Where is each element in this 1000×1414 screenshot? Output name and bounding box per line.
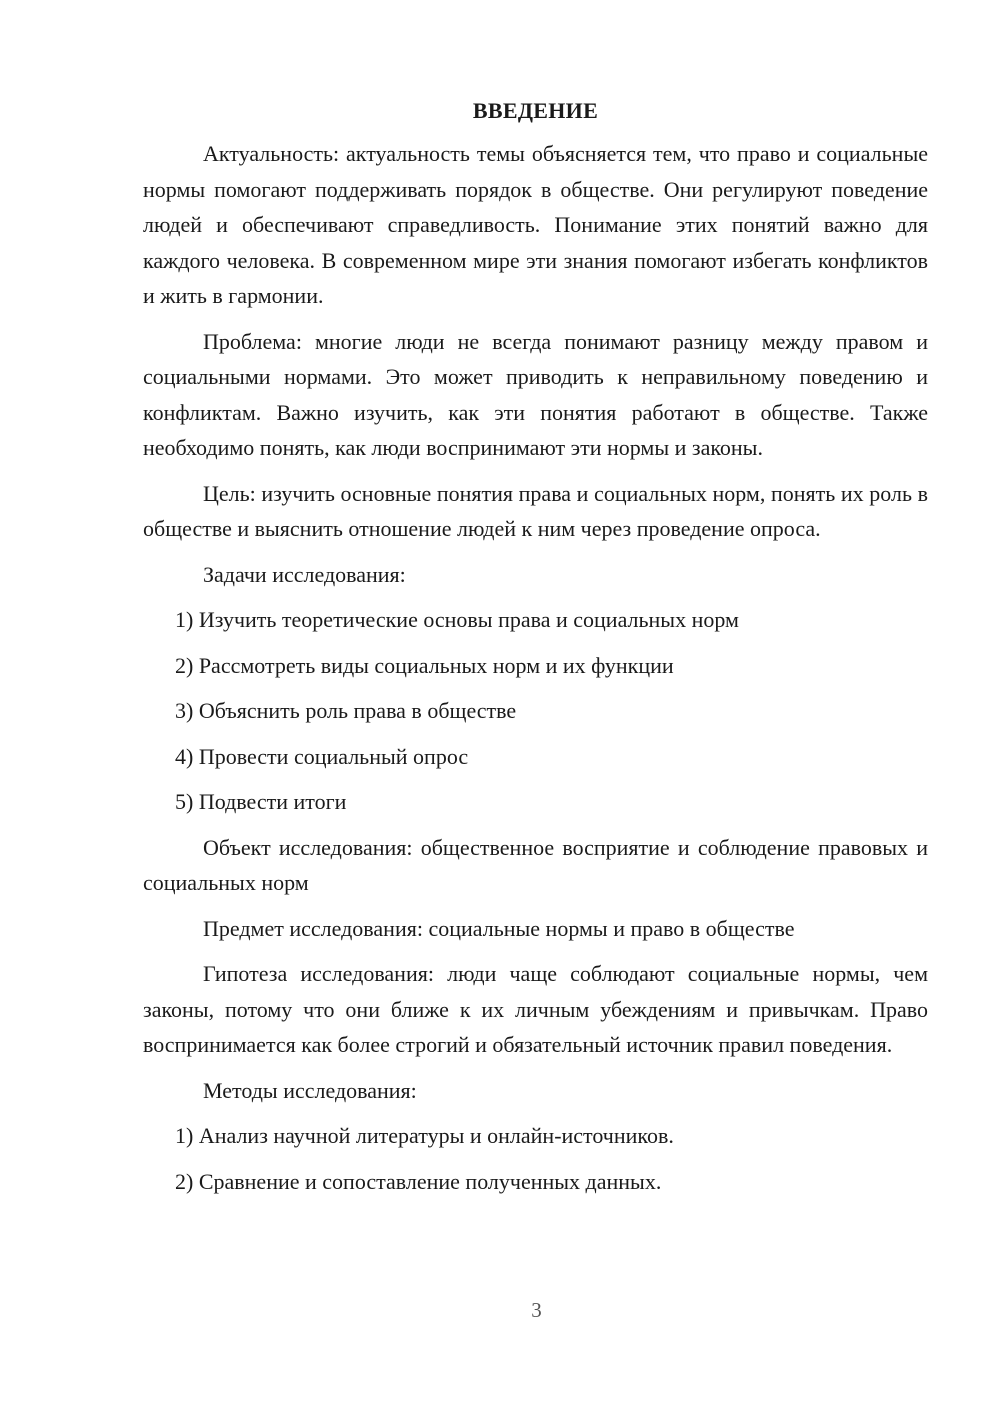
- list-item: 1) Изучить теоретические основы права и социальных норм: [175, 607, 739, 632]
- tasks-list: [143, 602, 928, 820]
- subject-paragraph: Предмет исследования: социальные нормы и право в обществе: [203, 915, 795, 941]
- object-paragraph: Объект исследования: общественное восприятие и соблюдение правовых и социальных норм: [143, 834, 928, 895]
- list-item: 1) Анализ научной литературы и онлайн-источников.: [175, 1123, 674, 1148]
- document-page: [143, 96, 928, 1209]
- page-number: 3: [531, 1298, 542, 1322]
- goal-paragraph: Цель: изучить основные понятия права и социальных норм, понять их роль в обществе и выяснить отношение людей к ним через проведение опроса.: [143, 480, 928, 541]
- tasks-heading: Задачи исследования:: [203, 561, 406, 587]
- list-item: 3) Объяснить роль права в обществе: [175, 698, 517, 723]
- hypothesis-paragraph: Гипотеза исследования: люди чаще соблюдают социальные нормы, чем законы, потому что они ближе к их личным убеждениям и привычкам. Право воспринимается как более строгий и обязательный источник правил поведения.: [143, 961, 928, 1057]
- methods-list: [143, 1118, 928, 1199]
- relevance-paragraph: Актуальность: актуальность темы объясняется тем, что право и социальные нормы помогают поддерживать порядок в обществе. Они регулируют поведение людей и обеспечивают справедливость. Понимание этих понятий важно для каждого человека. В современном мире эти знания помогают избегать конфликтов и жить в гармонии.: [143, 141, 928, 308]
- page-title: ВВЕДЕНИЕ: [472, 98, 599, 123]
- methods-heading: Методы исследования:: [203, 1077, 417, 1103]
- list-item: 2) Рассмотреть виды социальных норм и их функции: [175, 652, 674, 678]
- list-item: 5) Подвести итоги: [175, 789, 347, 814]
- list-item: 2) Сравнение и сопоставление полученных данных.: [175, 1168, 662, 1194]
- list-item: 4) Провести социальный опрос: [175, 743, 469, 769]
- problem-paragraph: Проблема: многие люди не всегда понимают разницу между правом и социальными нормами. Это может приводить к неправильному поведению и конфликтам. Важно изучить, как эти понятия работают в обществе. Также необходимо понять, как люди воспринимают эти нормы и законы.: [143, 328, 928, 460]
